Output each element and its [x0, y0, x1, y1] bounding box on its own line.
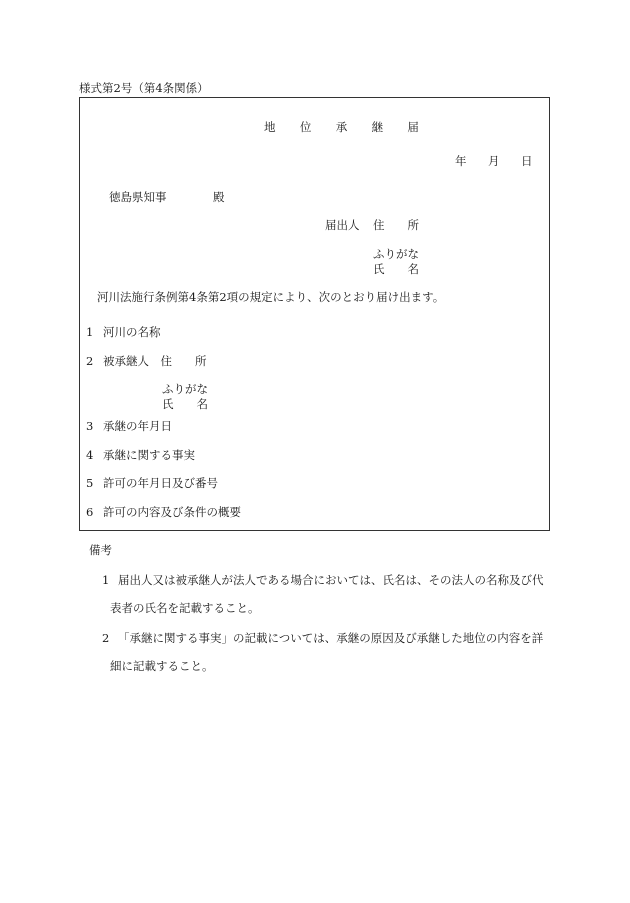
- item-1-number: 1: [86, 325, 94, 339]
- form-number-label: 様式第2号（第4条関係）: [79, 81, 209, 95]
- item-2-number: 2: [86, 354, 94, 368]
- form-frame: [79, 97, 550, 531]
- remark-2-line1: 「承継に関する事実」の記載については、承継の原因及び承継した地位の内容を詳: [118, 631, 544, 645]
- item-5-number: 5: [86, 476, 94, 490]
- item-1-text: 河川の名称: [103, 325, 161, 339]
- item-4-number: 4: [86, 448, 94, 462]
- successor-name-label: 氏 名: [162, 397, 208, 411]
- addressee-honorific: 殿: [213, 190, 225, 204]
- remarks-heading: 備考: [89, 543, 112, 557]
- item-4-text: 承継に関する事実: [103, 448, 195, 462]
- remark-2-number: 2: [102, 631, 110, 645]
- applicant-furigana-label: ふりがな: [373, 247, 419, 261]
- date-month-label: 月: [488, 154, 500, 168]
- item-3-text: 承継の年月日: [103, 419, 172, 433]
- addressee-name: 徳島県知事: [109, 190, 167, 204]
- date-year-label: 年: [455, 154, 467, 168]
- date-day-label: 日: [521, 154, 533, 168]
- item-3-number: 3: [86, 419, 94, 433]
- item-6-text: 許可の内容及び条件の概要: [103, 505, 241, 519]
- item-5-text: 許可の年月日及び番号: [103, 476, 218, 490]
- form-title: 地 位 承 継 届: [264, 120, 430, 134]
- remark-1-number: 1: [102, 573, 110, 587]
- statement-text: 河川法施行条例第4条第2項の規定により、次のとおり届け出ます。: [97, 290, 445, 304]
- remark-1-line2: 表者の氏名を記載すること。: [110, 601, 260, 615]
- remark-2-line2: 細に記載すること。: [110, 659, 214, 673]
- applicant-address-label: 住 所: [373, 218, 419, 232]
- remark-1-line1: 届出人又は被承継人が法人である場合においては、氏名は、その法人の名称及び代: [118, 573, 544, 587]
- item-2-text: 被承継人 住 所: [103, 354, 207, 368]
- applicant-name-label: 氏 名: [373, 262, 419, 276]
- applicant-label: 届出人: [325, 218, 360, 232]
- item-6-number: 6: [86, 505, 94, 519]
- successor-furigana-label: ふりがな: [162, 382, 208, 396]
